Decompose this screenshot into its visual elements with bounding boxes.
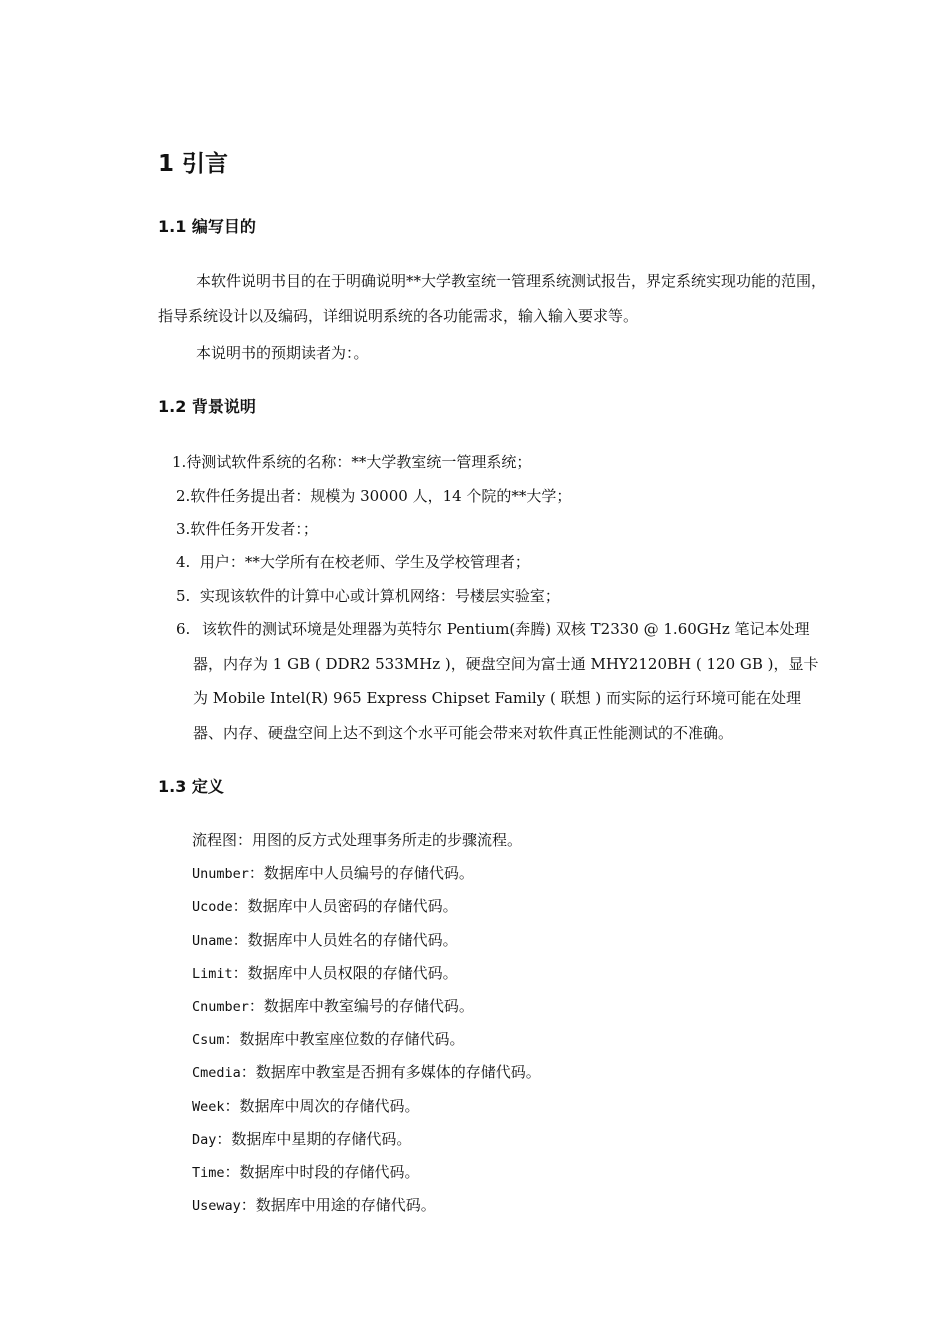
definition-term: Day [192, 1131, 217, 1148]
definition-item [192, 929, 458, 952]
definition-separator: ： [232, 963, 248, 982]
list-item-number: 3. [176, 520, 191, 538]
definition-description: 数据库中星期的存储代码。 [231, 1129, 412, 1148]
section-1-1-paragraph-readers: 本说明书的预期读者为：。 [196, 344, 369, 362]
definition-description: 数据库中教室座位数的存储代码。 [239, 1030, 465, 1049]
list-item-text: 软件任务提出者：规模为 30000 人，14 个院的**大学； [190, 487, 572, 505]
definition-term: Useway [192, 1198, 241, 1215]
definition-separator: ： [248, 864, 264, 883]
list-item-number: 2. [176, 487, 191, 505]
definition-term: 流程图 [192, 831, 238, 849]
section-1-1-heading: 1.1 编写目的 [158, 217, 256, 236]
definition-term: Time [192, 1165, 225, 1181]
list-item [176, 585, 560, 607]
definition-item [192, 895, 458, 918]
definition-separator: ： [240, 1196, 256, 1215]
definition-description: 数据库中时段的存储代码。 [239, 1163, 420, 1181]
definition-item [192, 1061, 541, 1084]
definition-description: 数据库中人员姓名的存储代码。 [247, 930, 458, 949]
definition-separator: ： [216, 1129, 232, 1148]
definition-term: Week [192, 1098, 225, 1115]
list-item-text: 实现该软件的计算中心或计算机网络：号楼层实验室； [199, 587, 560, 605]
list-item-number: 5. [176, 587, 191, 605]
list-item-number: 4. [176, 553, 191, 571]
list-item [176, 518, 318, 540]
definition-separator: ： [232, 897, 248, 916]
list-item-text: 待测试软件系统的名称：**大学教室统一管理系统； [186, 453, 532, 471]
definition-description: 数据库中人员编号的存储代码。 [263, 864, 474, 883]
definition-term: Csum [192, 1032, 225, 1049]
definition-description: 数据库中人员密码的存储代码。 [247, 897, 458, 916]
list-item-number: 6. [176, 620, 191, 638]
definition-item [192, 862, 474, 885]
list-item-text: 用户：**大学所有在校老师、学生及学校管理者； [199, 553, 530, 571]
section-1-3-heading: 1.3 定义 [158, 777, 224, 796]
definition-separator: ： [248, 997, 264, 1015]
list-item-text: 软件任务开发者：； [190, 520, 318, 538]
definition-item [192, 995, 474, 1018]
definition-item [192, 1161, 420, 1184]
definition-description: 数据库中人员权限的存储代码。 [247, 963, 458, 982]
definition-term: Uname [192, 932, 233, 949]
definition-item [192, 1128, 411, 1151]
definition-description: 数据库中教室是否拥有多媒体的存储代码。 [255, 1063, 541, 1082]
definition-separator: ： [232, 930, 248, 949]
definition-separator: ： [224, 1030, 240, 1049]
list-item-wrapped [176, 612, 826, 750]
definition-term: Cmedia [192, 1065, 241, 1082]
definition-item [192, 1095, 420, 1118]
definition-item [192, 1194, 436, 1217]
chapter-heading: 1 引言 [158, 151, 229, 177]
definition-description: 数据库中周次的存储代码。 [239, 1096, 420, 1115]
definition-item [192, 829, 522, 851]
section-1-1-paragraph-purpose: 本软件说明书目的在于明确说明**大学教室统一管理系统测试报告，界定系统实现功能的范围，指导系统设计以及编码，详细说明系统的各功能需求，输入输入要求等。 [158, 272, 827, 325]
definition-separator: ： [237, 831, 253, 849]
list-item [176, 551, 530, 573]
list-item [176, 485, 571, 507]
list-item-number: 1. [172, 453, 187, 471]
definition-description: 用图的反方式处理事务所走的步骤流程。 [252, 831, 523, 849]
definition-separator: ： [240, 1063, 256, 1082]
definition-separator: ： [224, 1163, 240, 1181]
list-item [172, 451, 531, 473]
definition-item [192, 962, 458, 985]
list-item-text: 该软件的测试环境是处理器为英特尔 Pentium(奔腾) 双核 T2330 @ 1.60GHz 笔记本处理器，内存为 1 GB ( DDR2 533MHz )，硬盘空间为富士通 MHY2120BH ( 120 GB )，显卡为 Mobile Intel(R) 965 Express Chipset Family ( 联想 ) 而实际的运行环境可能在处理器、内存、硬盘空间上达不到这个水平可能会带来对软件真正性能测试的不准确。 [193, 620, 819, 742]
definition-separator: ： [224, 1096, 240, 1115]
definition-term: Cnumber [192, 999, 249, 1015]
definition-term: Unumber [192, 866, 249, 883]
definition-item [192, 1028, 465, 1051]
definition-description: 数据库中用途的存储代码。 [255, 1196, 436, 1215]
section-1-2-heading: 1.2 背景说明 [158, 397, 256, 416]
definition-term: Limit [192, 965, 233, 982]
definition-term: Ucode [192, 899, 233, 916]
definition-description: 数据库中教室编号的存储代码。 [263, 997, 474, 1015]
